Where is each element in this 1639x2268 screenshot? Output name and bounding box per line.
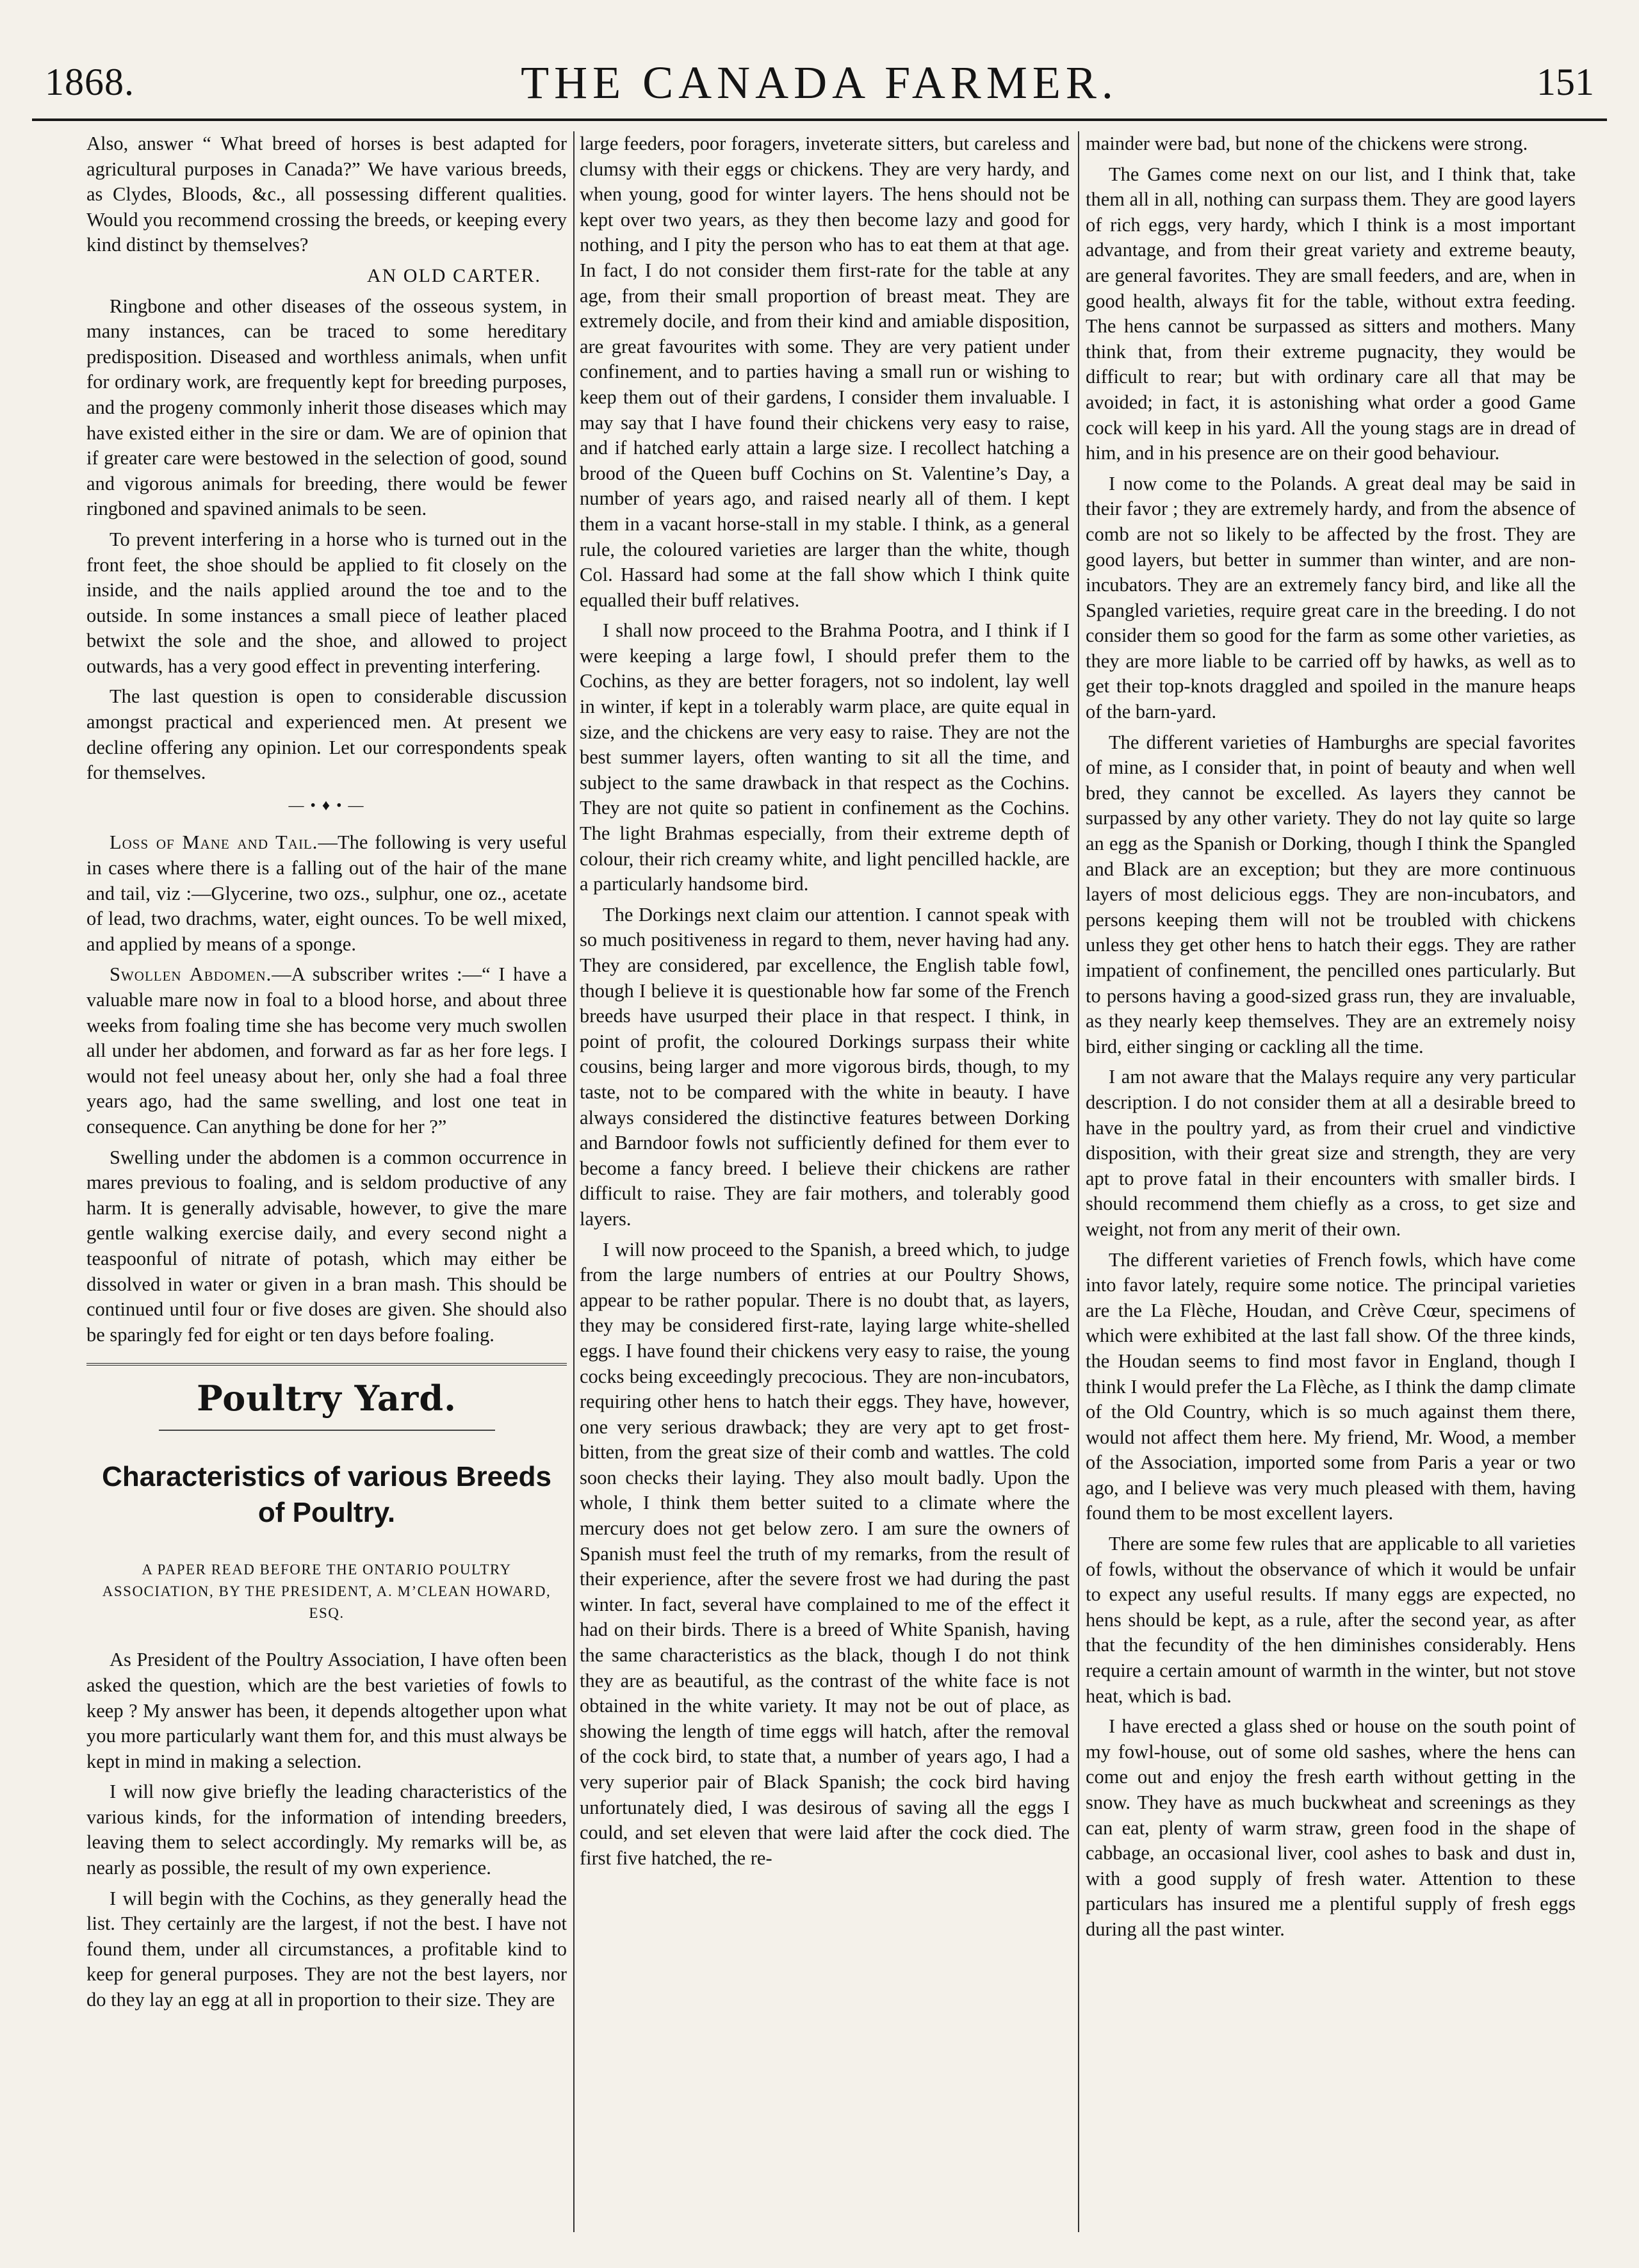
column-1 [86,131,567,2226]
article-paragraph: The Games come next on our list, and I think that, take them all in all, nothing can surpass them. They are good layers of rich eggs, very hardy, which I think is a most important advantage, and from their great variety and extreme beauty, are general favorites. They are small feeders, and are, when in good health, always fit for the table, without extra feeding. The hens cannot be surpassed as sitters and mothers. Many think that, from their extreme pugnacity, they would be difficult to rear; but with ordinary care all that may be avoided; in fact, it is astonishing what order a good Game cock will keep in his yard. All the young stags are in dread of him, and in his presence are on their good behaviour. [1086,163,1576,464]
article-paragraph: large feeders, poor foragers, inveterate sitters, but careless and clumsy with their eggs or chickens. They are very hardy, and when young, good for winter layers. The hens should not be kept over two years, as they then become lazy and good for nothing, and I pity the person who has to eat them at that age. In fact, I do not consider them first-rate for the table at any age, from their small proportion of breast meat. They are extremely docile, and from their kind and amiable disposition, are great favourites with some. They are very patient under confinement, and to parties having a small run or wishing to keep them out of their gardens, I consider them invaluable. I may say that I have found their chickens very easy to raise, and if hatched early attain a large size. I recollect hatching a brood of the Queen buff Cochins on St. Valentine’s Day, a number of years ago, and raised nearly all of them. I kept them in a vacant horse-stall in my stable. I think, as a general rule, the coloured varieties are larger than the white, though Col. Hassard had some at the fall show which I think quite equalled their buff relatives. [580,133,1070,611]
article-title: Characteristics of various Breeds of Poultry. [102,1461,551,1529]
article-paragraph: As President of the Poultry Association, I have often been asked the question, which are the best varieties of fowls to keep ? My answer has been, it depends altogether upon what you more particularly want them for, and this must always be kept in mind in making a selection. [86,1649,567,1772]
letter-paragraph: Also, answer “ What breed of horses is best adapted for agricultural purposes in Canada?” We have various breeds, as Clydes, Bloods, &c., all possessing different qualities. Would you recommend crossing the breeds, or keeping every kind distinct by themselves? [86,133,567,256]
mane-tail-heading: Loss of Mane and Tail. [110,831,318,854]
swollen-abdomen-reply: Swelling under the abdomen is a common occurrence in mares previous to foaling, and is seldom productive of any harm. It is generally advisable, however, to give the mare gentle walking exercise daily, and every second night a teaspoonful of nitrate of potash, which may either be dissolved in water or given in a bran mash. This should be continued until four or five doses are given. She should also be sparingly fed for eight or ten days before foaling. [86,1146,567,1346]
column-rule [1078,131,1079,2232]
reply-paragraph: To prevent interfering in a horse who is turned out in the front feet, the shoe should be applied to fit closely on the inside, and the nails applied around the toe and to the outside. In some instances a small piece of leather placed betwixt the sole and the shoe, and allowed to project outwards, has a very good effect in preventing interfering. [86,528,567,677]
section-ornament: — • ♦ • — [288,797,365,814]
article-paragraph: I shall now proceed to the Brahma Pootra, and I think if I were keeping a large fowl, I should prefer them to the Cochins, as they are better foragers, not so indolent, lay well in winter, if kept in a tolerably warm place, are quite equal in size, and the chickens are very easy to raise. They are not the best summer layers, often wanting to sit all the time, and subject to the same drawback in that respect as the Cochins. They are not quite so patient in confinement as the Cochins. The light Brahmas especially, from their extreme depth of colour, their rich creamy white, and light pencilled hackle, are a particularly handsome bird. [580,619,1070,895]
column-3 [1086,131,1576,2226]
article-paragraph: I am not aware that the Malays require any very particular description. I do not consider them at all a desirable breed to have in the poultry yard, as from their cruel and vindictive disposition, with their great size and strength, they are very apt to prove fatal in their encounters with smaller birds. I should recommend them chiefly as a cross, to get size and weight, not from any merit of their own. [1086,1066,1576,1240]
newspaper-name: THE CANADA FARMER. [521,57,1118,108]
letter-signature: AN OLD CARTER. [366,265,541,286]
article-paragraph: I will now give briefly the leading characteristics of the various kinds, for the information of intending breeders, leaving them to select accordingly. My remarks will be, as nearly as possible, the result of my own experience. [86,1781,567,1879]
department-underline [159,1430,495,1431]
swollen-abdomen-paragraph [86,962,567,1139]
masthead [38,45,1601,115]
mane-tail-text: —The following is very useful in cases where there is a falling out of the hair of the mane and tail, viz :—Glycerine, two ozs., sulphur, one oz., acetate of lead, two drachms, water, eight ounces. To be well mixed, and applied by means of a sponge. [86,831,567,955]
column-rule [573,131,575,2232]
column-2 [580,131,1070,2226]
article-byline: A PAPER READ BEFORE THE ONTARIO POULTRY ASSOCIATION, BY THE PRESIDENT, A. M’CLEAN HOWARD, ESQ. [102,1562,551,1622]
article-paragraph: The different varieties of Hamburghs are special favorites of mine, as I consider that, in point of beauty and when well bred, they cannot be excelled. As layers they cannot be surpassed by any other variety. They do not lay quite so large an egg as the Spanish or Dorking, though I think the Spangled and Black are an exception; but they are more continuous layers of most delicious eggs. They are non-incubators, and persons keeping them will not be troubled with chickens unless they get other hens to hatch their eggs. They are rather impatient of confinement, the pencilled ones particularly. But to persons having a good-sized grass run, they are invaluable, as they nearly keep themselves. They are an extremely noisy bird, either singing or cackling all the time. [1086,731,1576,1057]
article-paragraph: I now come to the Polands. A great deal may be said in their favor ; they are extremely hardy, and from the absence of comb are not so likely to be affected by the frost. They are good layers, but better in summer than winter, and are non-incubators. They are an extremely fancy bird, and like all the Spangled varieties, require great care in the breeding. I do not consider them so good for the farm as some other varieties, as they are more liable to be carried off by hawks, as well as to get their top-knots draggled and spoiled in the manure heaps of the barn-yard. [1086,472,1576,723]
issue-year: 1868. [45,61,135,103]
reply-paragraph: Ringbone and other diseases of the osseous system, in many instances, can be traced to some hereditary predisposition. Diseased and worthless animals, when unfit for ordinary work, are frequently kept for breeding purposes, and the progeny commonly inherit those diseases which may have existed either in the sire or dam. We are of opinion that if greater care were bestowed in the selection of good, sound and vigorous animals for breeding, there would be fewer ringboned and spavined animals to be seen. [86,295,567,520]
article-paragraph: I have erected a glass shed or house on the south point of my fowl-house, out of some old sashes, where the hens can come out and enjoy the fresh earth without getting in the snow. They have as much buckwheat and screenings as they can eat, plenty of warm straw, green food in the shape of cabbage, an occasional liver, cool ashes to bask and dust in, with a good supply of fresh water. Attention to these particulars has insured me a plentiful supply of fresh eggs during all the past winter. [1086,1715,1576,1940]
department-rule [86,1363,567,1366]
article-paragraph: mainder were bad, but none of the chickens were strong. [1086,133,1528,154]
department-heading: Poultry Yard. [197,1378,457,1419]
swollen-abdomen-heading: Swollen Abdomen. [110,963,272,986]
article-paragraph: The Dorkings next claim our attention. I cannot speak with so much positiveness in regard to them, never having had any. They are considered, par excellence, the English table fowl, though I believe it is questionable how far some of the French breeds have usurped their place in that respect. I think, in point of profit, the coloured Dorkings surpass their white cousins, being larger and more vigorous birds, though, to my taste, not to be compared with the white in beauty. I have always considered the distinctive features between Dorking and Barndoor fowls not sufficiently defined for them ever to become a fancy breed. I believe their chickens are rather difficult to raise. They are fair mothers, and tolerably good layers. [580,903,1070,1230]
page-number: 151 [1537,61,1594,103]
article-paragraph: The different varieties of French fowls, which have come into favor lately, require some notice. The principal varieties are the La Flèche, Houdan, and Crève Cœur, specimens of which were exhibited at the last fall show. Of the three kinds, the Houdan seems to find most favor in England, though I think I would prefer the La Flèche, as I think the damp climate of the Old Country, which is so much against them there, would not affect them here. My friend, Mr. Wood, a member of the Association, imported some from Paris a year or two ago, and I believe was very much pleased with them, having found them to be most excellent layers. [1086,1248,1576,1524]
masthead-rule [32,118,1607,121]
reply-paragraph: The last question is open to considerable discussion amongst practical and experienced men. At present we decline offering any opinion. Let our correspondents speak for themselves. [86,685,567,784]
mane-tail-paragraph [86,830,567,957]
article-paragraph: I will now proceed to the Spanish, a breed which, to judge from the large numbers of entries at our Poultry Shows, appear to be rather popular. There is no doubt that, as layers, they may be considered first-rate, laying large white-shelled eggs. I have found their chickens very easy to raise, the young cocks being exceedingly precocious. They are non-incubators, requiring other hens to hatch their eggs. They have, however, one very serious drawback; they are very apt to get frost-bitten, from the great size of their comb and wattles. The cold soon checks their laying. They also moult badly. Upon the whole, I think them better suited to a climate where the mercury does not get below zero. I am sure the owners of Spanish must feel the truth of my remarks, from the result of their experience, after the severe frost we had during the past winter. In fact, several have complained to me of the effect it had on their birds. There is a breed of White Spanish, having the same characteristics as the black, though I do not think they are as beautiful, as the contrast of the white face is not obtained in the white variety. It may not be out of place, as showing the length of time eggs will hatch, after the removal of the cock bird, to state that, a number of years ago, I had a very superior pair of Black Spanish; the cock bird having unfortunately died, I was desirous of saving all the eggs I could, and set eleven that were laid after the cock died. The first five hatched, the re- [580,1238,1070,1869]
swollen-abdomen-text: —A subscriber writes :—“ I have a valuable mare now in foal to a blood horse, and about three weeks from foaling time she has become very much swollen all under her abdomen, and forward as far as her fore legs. I would not feel uneasy about her, only she had a foal three years ago, had the same swelling, and lost one teat in consequence. Can anything be done for her ?” [86,963,567,1138]
article-paragraph: There are some few rules that are applicable to all varieties of fowls, without the observance of which it would be unfair to expect any useful results. If many eggs are expected, no hens should be kept, as a rule, after the second year, as after that the fecundity of the hen diminishes considerably. Hens require a certain amount of warmth in the winter, but not stove heat, which is bad. [1086,1533,1576,1707]
article-paragraph: I will begin with the Cochins, as they generally head the list. They certainly are the largest, if not the best. I have not found them, under all circumstances, a profitable kind to keep for general purposes. They are not the best layers, nor do they lay an egg at all in proportion to their size. They are [86,1887,567,2011]
